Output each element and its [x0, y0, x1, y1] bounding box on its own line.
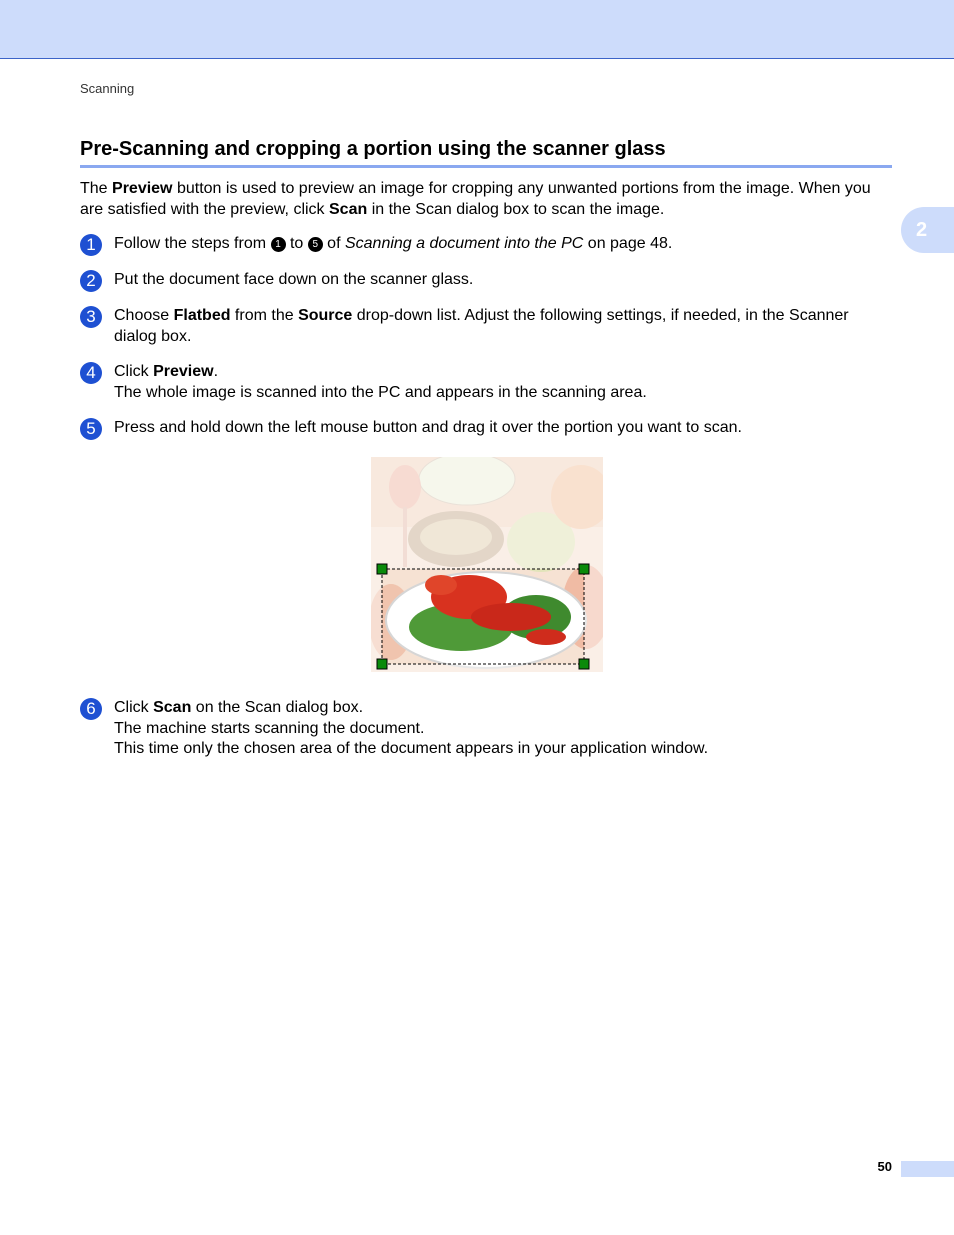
top-header-band [0, 0, 954, 59]
page-number: 50 [877, 1159, 892, 1174]
step-number-badge: 5 [80, 418, 102, 440]
step-text-part: of [322, 235, 345, 252]
step-result-text: The machine starts scanning the document. [114, 719, 425, 737]
preview-dim-top [371, 457, 603, 569]
step-text: Press and hold down the left mouse button and drag it over the portion you want to scan. [114, 419, 742, 436]
step-bold-term: Preview [153, 363, 214, 380]
step-number-badge: 6 [80, 698, 102, 720]
intro-text-2: button is used to preview an image for cropping any unwanted portions from the image. When you are satisfied with the preview, click [80, 180, 871, 218]
step-text [114, 306, 892, 347]
step-text [114, 234, 892, 255]
step-text [114, 698, 892, 719]
crop-handle-top-left[interactable] [377, 564, 387, 574]
step-text: Put the document face down on the scanner glass. [114, 271, 474, 288]
step-reference-badge: 1 [271, 237, 286, 252]
step-body [114, 418, 892, 439]
step-bold-term: Flatbed [173, 307, 231, 324]
step-body [114, 234, 892, 255]
step-reference-badge: 5 [308, 237, 323, 252]
crop-handle-bottom-right[interactable] [579, 659, 589, 669]
step-result-text: The whole image is scanned into the PC and appears in the scanning area. [114, 383, 647, 401]
step-text-part: . [213, 363, 219, 380]
step-bold-term: Scan [153, 699, 192, 716]
step-text-part: Follow the steps from [114, 235, 271, 252]
footer-band [901, 1161, 954, 1177]
intro-text-1: The [80, 180, 113, 197]
step-text-part: to [285, 235, 308, 252]
step-number-badge: 2 [80, 270, 102, 292]
chapter-tab: 2 [901, 207, 954, 253]
preview-dim-right [584, 569, 603, 672]
step-number-badge: 4 [80, 362, 102, 384]
step-text-part: from the [230, 307, 299, 324]
crop-handle-bottom-left[interactable] [377, 659, 387, 669]
step-number-badge: 1 [80, 234, 102, 256]
preview-dim-left [371, 569, 382, 672]
intro-bold-preview: Preview [112, 180, 173, 197]
preview-lobster-tail [471, 603, 551, 631]
step-text [114, 362, 892, 383]
step-body [114, 306, 892, 347]
step-text-part: Click [114, 699, 154, 716]
step-text-part: on the Scan dialog box. [191, 699, 364, 716]
preview-lobster-claw [425, 575, 457, 595]
cross-reference-title: Scanning a document into the PC [344, 235, 584, 252]
step-bold-term: Source [298, 307, 353, 324]
step-body [114, 270, 892, 291]
running-header: Scanning [80, 81, 135, 96]
step-text-part: Click [114, 363, 154, 380]
scan-preview-image [371, 457, 603, 672]
step-result-text: This time only the chosen area of the document appears in your application window. [114, 740, 709, 757]
step-text-part: drop-down list. Adjust the following settings, if needed, in the Scanner dialog box. [114, 307, 849, 345]
intro-text-3: in the Scan dialog box to scan the image. [367, 200, 665, 218]
intro-paragraph [80, 179, 892, 220]
step-text-part: on page 48. [583, 235, 673, 252]
section-title: Pre-Scanning and cropping a portion using the scanner glass [80, 136, 892, 168]
intro-bold-scan: Scan [329, 200, 368, 218]
crop-handle-top-right[interactable] [579, 564, 589, 574]
step-body [114, 362, 892, 403]
preview-dim-bottom [382, 664, 584, 672]
step-text-part: Choose [114, 307, 174, 324]
step-body [114, 698, 892, 760]
scan-preview-illustration [371, 457, 603, 672]
step-number-badge: 3 [80, 306, 102, 328]
preview-lobster-claw [526, 629, 566, 645]
